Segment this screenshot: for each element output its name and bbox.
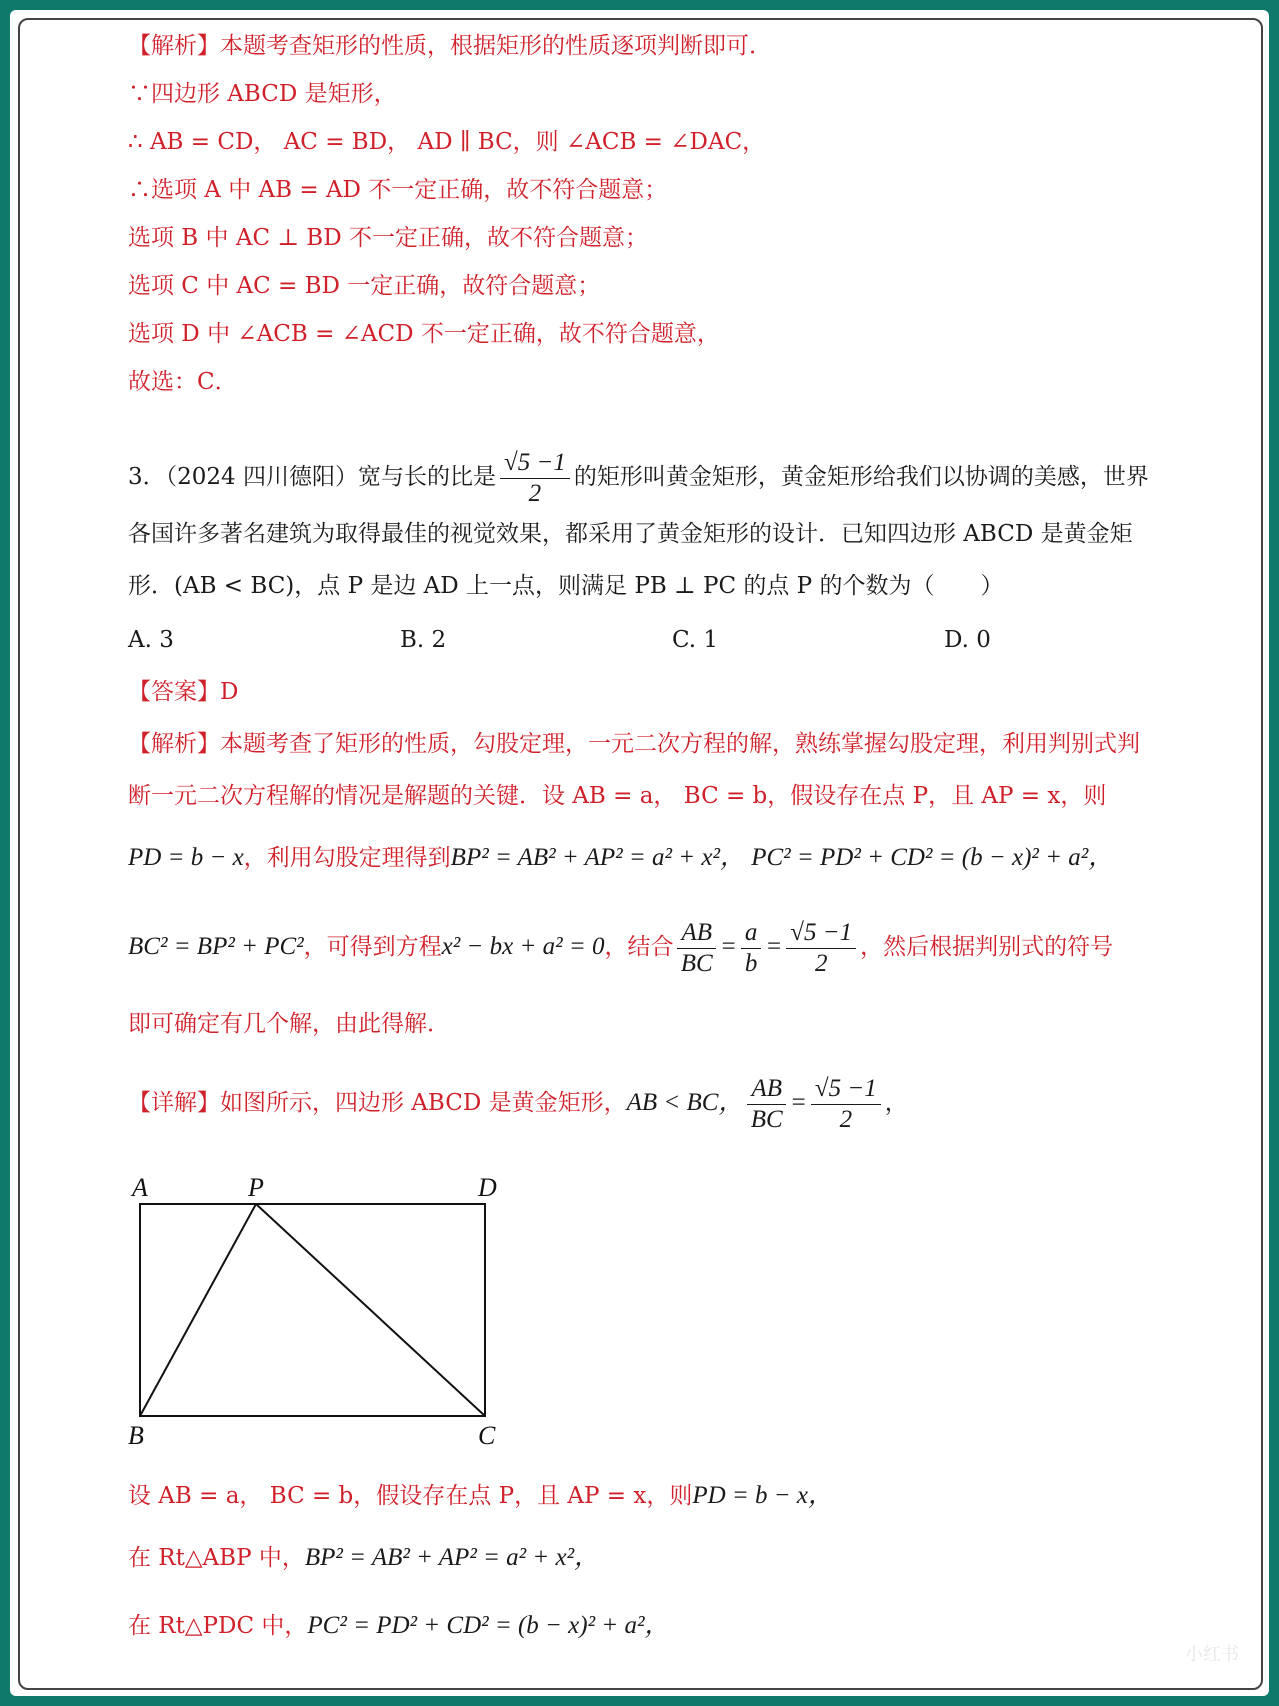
fraction-numerator: AB <box>677 918 716 949</box>
fraction-ab-bc <box>747 1074 786 1135</box>
golden-ratio-fraction <box>500 448 570 509</box>
fraction-denominator: 2 <box>528 479 542 507</box>
prev-analysis-line: ∵四边形 ABCD 是矩形， <box>128 81 397 107</box>
analysis-line <box>128 842 1113 874</box>
fraction-golden <box>811 1074 881 1135</box>
solution-line <box>128 1610 669 1642</box>
fraction-denominator: BC <box>750 1105 783 1133</box>
prev-analysis-line: 【解析】本题考查矩形的性质，根据矩形的性质逐项判断即可． <box>128 33 772 59</box>
equals-sign: = <box>765 933 783 960</box>
math-expression: AB < BC， <box>626 1089 744 1116</box>
fraction-a-b <box>741 918 762 979</box>
fraction-denominator: b <box>744 949 758 977</box>
math-expression: PD = b − x <box>128 844 244 871</box>
segment-pb <box>140 1204 256 1416</box>
fraction-ab-bc <box>677 918 716 979</box>
prev-analysis-line: 选项 D 中 ∠ACB = ∠ACD 不一定正确，故不符合题意， <box>128 321 720 347</box>
prev-analysis-line: ∴选项 A 中 AB = AD 不一定正确，故不符合题意； <box>128 177 668 203</box>
math-expression: x² − bx + a² = 0 <box>441 933 605 960</box>
segment-pc <box>256 1204 485 1416</box>
rectangle-figure <box>118 1168 518 1458</box>
fraction-numerator: a <box>741 918 762 949</box>
fraction-denominator: BC <box>680 949 713 977</box>
question-3-line2: 各国许多著名建筑为取得最佳的视觉效果，都采用了黄金矩形的设计．已知四边形 ABCD 是黄金矩 <box>128 521 1133 547</box>
question-3-line1 <box>128 446 1149 509</box>
analysis-line: 断一元二次方程解的情况是解题的关键．设 AB = a， BC = b，假设存在点 P，且 AP = x，则 <box>128 783 1107 809</box>
question-3-prefix: 3．（2024 四川德阳）宽与长的比是 <box>128 464 496 490</box>
option-b: B. 2 <box>400 627 447 653</box>
prev-analysis-line: ∴ AB = CD， AC = BD， AD ∥ BC，则 ∠ACB = ∠DAC， <box>128 129 766 155</box>
label-p: P <box>248 1173 264 1202</box>
analysis-text: ，利用勾股定理得到 <box>243 845 451 871</box>
label-a: A <box>132 1173 148 1202</box>
label-d: D <box>478 1173 497 1202</box>
solution-text: 在 Rt△ABP 中， <box>128 1545 305 1571</box>
options-row <box>128 624 1178 656</box>
prev-analysis-line: 选项 B 中 AC ⊥ BD 不一定正确，故不符合题意； <box>128 225 648 251</box>
fraction-golden <box>786 918 856 979</box>
solution-text: 设 AB = a， BC = b，假设存在点 P，且 AP = x，则 <box>128 1483 693 1509</box>
fraction-denominator: 2 <box>839 1105 853 1133</box>
solution-line <box>128 1480 833 1512</box>
equals-sign: = <box>720 933 737 960</box>
analysis-text: ，结合 <box>604 934 674 960</box>
analysis-line: 【解析】本题考查了矩形的性质，勾股定理，一元二次方程的解，熟练掌握勾股定理，利用判别式判 <box>128 731 1140 757</box>
analysis-line: 即可确定有几个解，由此得解． <box>128 1011 450 1037</box>
math-expression: BP² = AB² + AP² = a² + x²， <box>304 1544 600 1571</box>
option-a: A. 3 <box>128 627 174 653</box>
equals-sign: = <box>790 1089 807 1116</box>
option-c: C. 1 <box>672 627 719 653</box>
answer-label: 【答案】D <box>128 679 239 705</box>
fraction-numerator: AB <box>747 1074 786 1105</box>
math-expression: PC² = PD² + CD² = (b − x)² + a²， <box>307 1612 670 1639</box>
label-c: C <box>478 1421 496 1450</box>
detail-line <box>128 1072 908 1135</box>
fraction-numerator: √5 −1 <box>500 448 570 479</box>
prev-analysis-line: 选项 C 中 AC = BD 一定正确，故符合题意； <box>128 273 601 299</box>
question-3-line3: 形．(AB < BC)，点 P 是边 AD 上一点，则满足 PB ⊥ PC 的点 P 的个数为（ ） <box>128 573 1004 599</box>
comma: ， <box>884 1090 908 1116</box>
prev-answer-choice: 故选：C． <box>128 369 238 395</box>
fraction-numerator: √5 −1 <box>786 918 856 949</box>
rectangle-abcd <box>140 1204 485 1416</box>
label-b: B <box>128 1421 144 1450</box>
detail-label: 【详解】如图所示，四边形 ABCD 是黄金矩形， <box>128 1090 627 1116</box>
math-expression: PD = b − x， <box>692 1482 834 1509</box>
watermark: 小红书 <box>1185 1644 1239 1665</box>
fraction-numerator: √5 −1 <box>811 1074 881 1105</box>
math-expression: BC² = BP² + PC² <box>128 933 304 960</box>
option-d: D. 0 <box>944 627 991 653</box>
question-3-suffix: 的矩形叫黄金矩形，黄金矩形给我们以协调的美感，世界 <box>573 464 1149 490</box>
solution-text: 在 Rt△PDC 中， <box>128 1613 308 1639</box>
analysis-line <box>128 916 1113 979</box>
math-expression: BP² = AB² + AP² = a² + x²， PC² = PD² + CD² = (b − x)² + a²， <box>450 844 1114 871</box>
solution-line <box>128 1542 599 1574</box>
analysis-text: ，然后根据判别式的符号 <box>860 934 1114 960</box>
fraction-denominator: 2 <box>814 949 828 977</box>
analysis-text: ，可得到方程 <box>303 934 442 960</box>
